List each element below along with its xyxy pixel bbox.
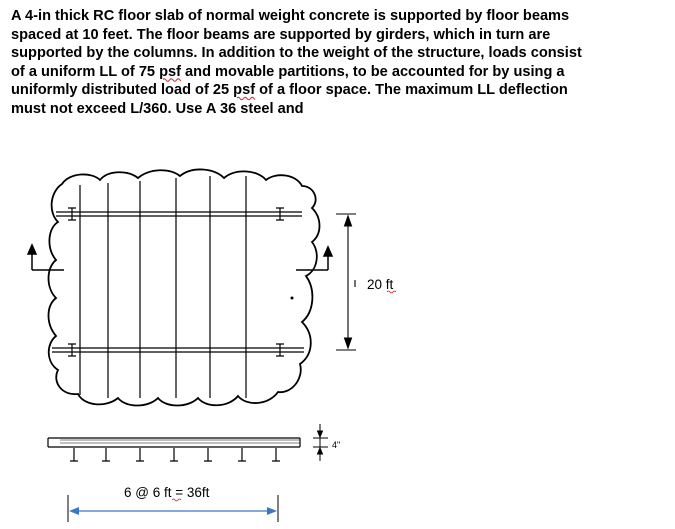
problem-line: of a uniform LL of 75 psf and movable partitions, to be accounted for by using a: [11, 63, 565, 80]
problem-line: spaced at 10 feet. The floor beams are supported by girders, which in turn are: [11, 26, 551, 43]
column-icon: [68, 208, 76, 220]
thickness-label: 4": [332, 440, 341, 450]
column-icon: [276, 208, 284, 220]
beam-section-icon: [204, 448, 212, 461]
span-dimension: [336, 214, 356, 350]
problem-line: A 4-in thick RC floor slab of normal weight concrete is supported by floor beams: [11, 8, 570, 24]
spacing-label: 6 @ 6 ft = 36ft: [124, 485, 210, 500]
thickness-dimension: [313, 424, 328, 461]
dot-mark: [291, 297, 294, 300]
girders: [52, 212, 304, 352]
beam-section-icon: [102, 448, 110, 461]
beam-section-icon: [136, 448, 144, 461]
beam-section-icon: [238, 448, 246, 461]
section-arrow-left-icon: [28, 245, 64, 270]
slab-outline: [49, 169, 320, 405]
section-view: [48, 438, 300, 461]
span-label: 20 ft: [367, 277, 394, 292]
beam-section-icon: [70, 448, 78, 461]
beam-section-icon: [272, 448, 280, 461]
problem-line: uniformly distributed load of 25 psf of a floor space. The maximum LL deflection: [11, 82, 568, 98]
column-icon: [276, 344, 284, 356]
beam-section-icon: [170, 448, 178, 461]
problem-line: must not exceed L/360. Use A 36 steel and: [11, 100, 304, 117]
problem-line: supported by the columns. In addition to the weight of the structure, loads consist: [11, 45, 582, 61]
section-markers: [28, 245, 332, 270]
floor-beams: [80, 176, 246, 398]
column-icon: [68, 344, 76, 356]
